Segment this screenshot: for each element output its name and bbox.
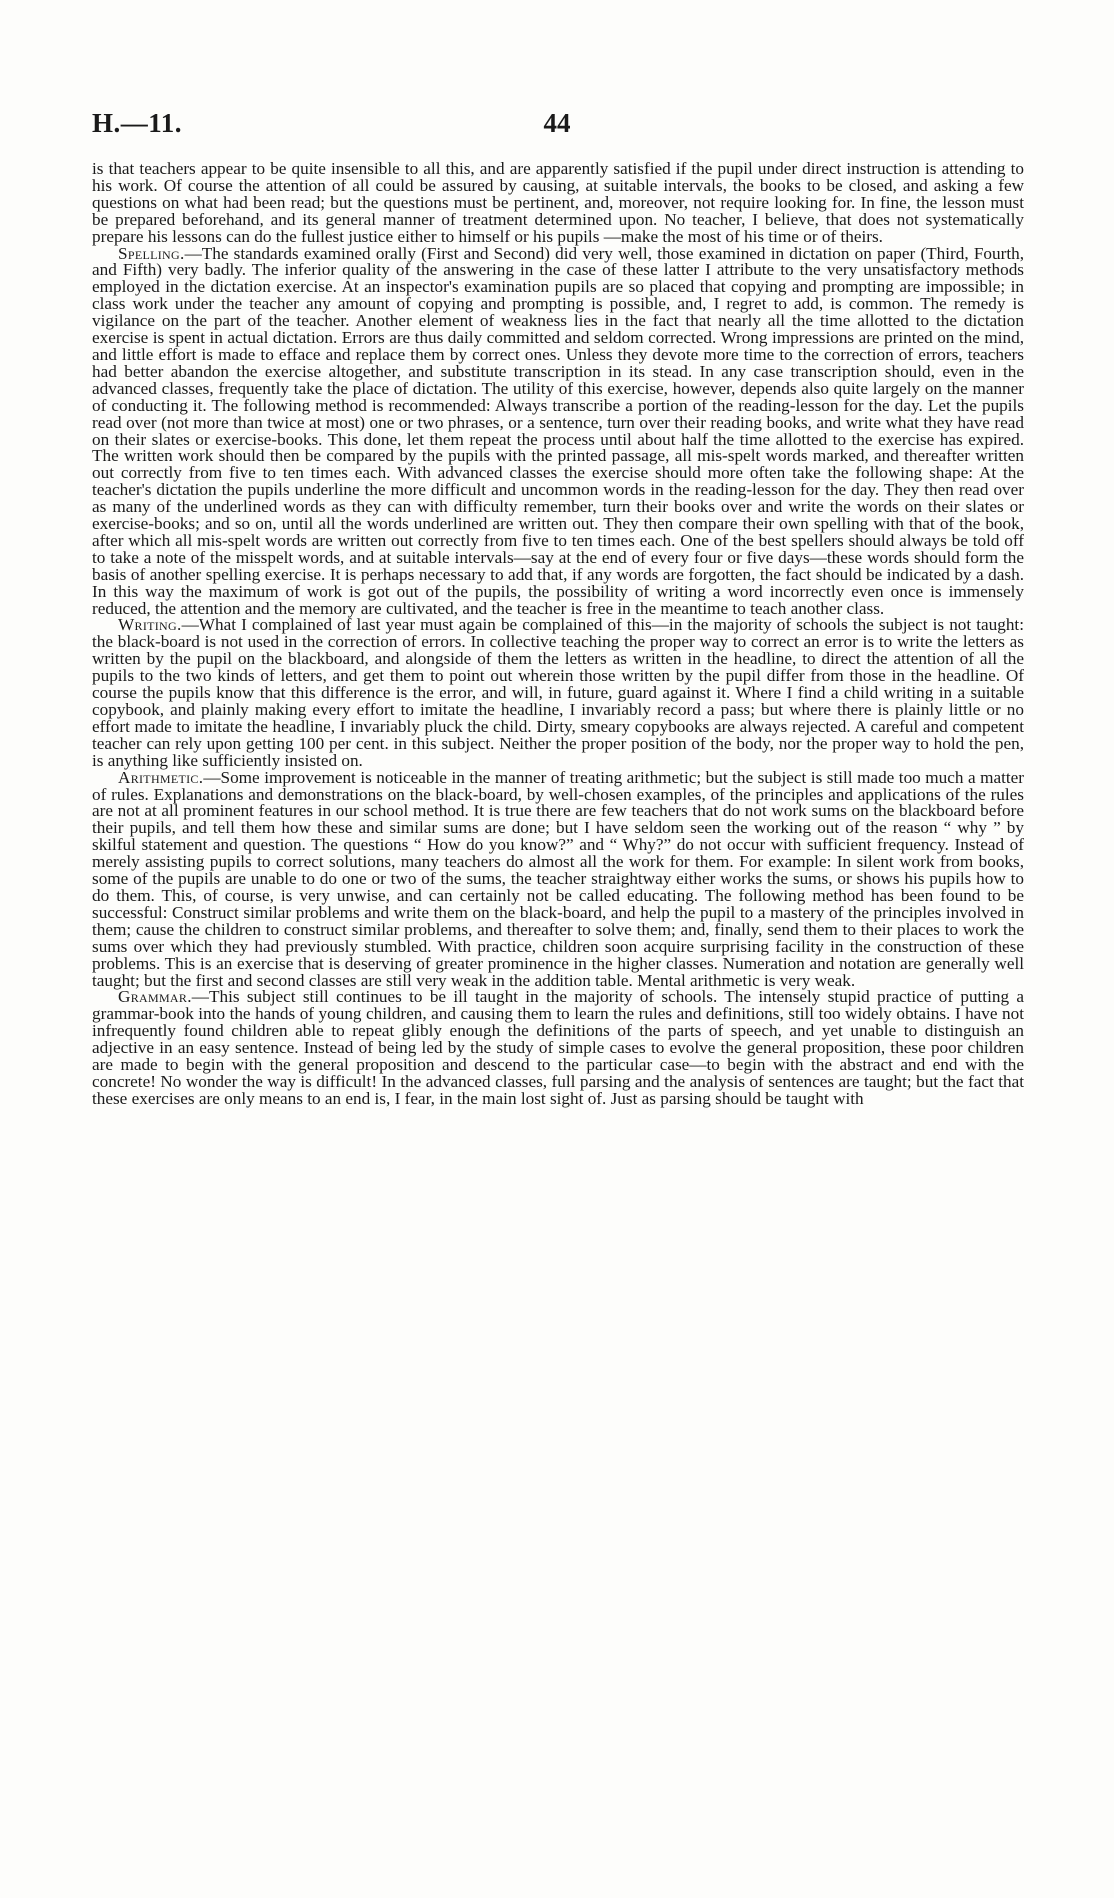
section-heading: Grammar.: [118, 987, 192, 1007]
page-number: 44: [543, 108, 571, 138]
section-grammar: [92, 989, 1024, 1107]
section-writing: [92, 617, 1024, 769]
page-header: [92, 108, 1022, 148]
paragraph-text: —What I complained of last year must again be complained of this—in the majority of schools the subject is not taught: the black-board is not used in the correction of errors. In collective teaching the proper way to correct an error is to write the letters as written by the pupil on the blackboard, and alongside of them the letters as written in the headline, to direct the attention of all the pupils to the two kinds of letters, and get them to point out wherein those written by the pupil differ from those in the headline. Of course the pupils know that this difference is the error, and will, in future, guard against it. Where I find a child writing in a suitable copybook, and plainly making every effort to imitate the headline, I invariably record a pass; but where there is plainly little or no effort made to imitate the headline, I invariably pluck the child. Dirty, smeary copybooks are always rejected. A careful and competent teacher can rely upon getting 100 per cent. in this subject. Neither the proper position of the body, nor the proper way to hold the pen, is anything like sufficiently insisted on.: [92, 615, 1024, 770]
section-heading: Arithmetic.: [118, 767, 204, 787]
section-heading: Spelling.: [118, 243, 185, 263]
section-heading: Writing.: [118, 615, 182, 635]
paragraph-continuation: [92, 161, 1024, 246]
section-spelling: [92, 243, 1024, 618]
page-body: [92, 161, 1024, 1108]
section-arithmetic: [92, 767, 1024, 990]
paragraph-text: is that teachers appear to be quite insensible to all this, and are apparently satisfied if the pupil under direct instruction is attending to his work. Of course the attention of all could be assured by causing, at suitable intervals, the books to be closed, and asking a few questions on what had been read; but the questions must be pertinent, and, moreover, not require looking for. In fine, the lesson must be prepared beforehand, and its general manner of treatment determined upon. No teacher, I believe, that does not systematically prepare his lessons can do the fullest justice either to himself or his pupils —make the most of his time or of theirs.: [92, 159, 1024, 246]
paragraph-text: —The standards examined orally (First and Second) did very well, those examined in dictation on paper (Third, Fourth, and Fifth) very badly. The inferior quality of the answering in the case of these latter I attribute to the very unsatisfactory methods employed in the dictation exercise. At an inspector's examination pupils are so placed that copying and prompting are impossible; in class work under the teacher any amount of copying and prompting is possible, and, I regret to add, is common. The remedy is vigilance on the part of the teacher. Another element of weakness lies in the fact that nearly all the time allotted to the dictation exercise is spent in actual dictation. Errors are thus daily committed and seldom corrected. Wrong impressions are printed on the mind, and little effort is made to efface and replace them by correct ones. Unless they devote more time to the correction of errors, teachers had better abandon the exercise altogether, and substitute transcription in its stead. In any case transcription should, even in the advanced classes, frequently take the place of dictation. The utility of this exercise, however, depends also quite largely on the manner of conducting it. The following method is recommended: Always transcribe a portion of the reading-lesson for the day. Let the pupils read over (not more than twice at most) one or two phrases, or a sentence, turn over their reading books, and write what they have read on their slates or exercise-books. This done, let them repeat the process until about half the time allotted to the exercise has expired. The written work should then be compared by the pupils with the printed passage, all mis-spelt words marked, and thereafter written out correctly from five to ten times each. With advanced classes the exercise should more often take the following shape: At the teacher's dictation the pupils underline the more difficult and uncommon words in the reading-lesson for the day. They then read over as many of the underlined words as they can with difficulty remember, turn their books over and write the words on their slates or exercise-books; and so on, until all the words underlined are written out. They then compare their own spelling with that of the book, after which all mis-spelt words are written out correctly from five to ten times each. One of the best spellers should always be told off to take a note of the misspelt words, and at suitable intervals—say at the end of every four or five days—these words should form the basis of another spelling exercise. It is perhaps necessary to add that, if any words are forgotten, the fact should be indicated by a dash. In this way the maximum of work is got out of the pupils, the possibility of writing a word incorrectly even once is immensely reduced, the attention and the memory are cultivated, and the teacher is free in the meantime to teach another class.: [92, 243, 1024, 618]
paragraph-text: —This subject still continues to be ill taught in the majority of schools. The intensely stupid practice of putting a grammar-book into the hands of young children, and causing them to learn the rules and definitions, still too widely obtains. I have not infrequently found children able to repeat glibly enough the definitions of the parts of speech, and yet unable to distinguish an adjective in an easy sentence. Instead of being led by the study of simple cases to evolve the general proposition, these poor children are made to begin with the general proposition and descend to the particular case—to begin with the abstract and end with the concrete! No wonder the way is difficult! In the advanced classes, full parsing and the analysis of sentences are taught; but the fact that these exercises are only means to an end is, I fear, in the main lost sight of. Just as parsing should be taught with: [92, 987, 1024, 1108]
document-reference: H.—11.: [92, 108, 183, 138]
paragraph-text: —Some improvement is noticeable in the manner of treating arithmetic; but the subject is still made too much a matter of rules. Explanations and demonstrations on the black-board, by well-chosen examples, of the principles and applications of the rules are not at all prominent features in our school method. It is true there are few teachers that do not work sums on the blackboard before their pupils, and tell them how these and similar sums are done; but I have seldom seen the working out of the reason “ why ” by skilful statement and question. The questions “ How do you know?” and “ Why?” do not occur with sufficient frequency. Instead of merely assisting pupils to correct solutions, many teachers do almost all the work for them. For example: In silent work from books, some of the pupils are unable to do one or two of the sums, the teacher straightway either works the sums, or shows his pupils how to do them. This, of course, is very unwise, and can certainly not be called educating. The following method has been found to be successful: Construct similar problems and write them on the black-board, and help the pupil to a mastery of the principles involved in them; cause the children to construct similar problems, and thereafter to solve them; and, finally, send them to their places to work the sums over which they had previously stumbled. With practice, children soon acquire surprising facility in the construction of these problems. This is an exercise that is deserving of greater prominence in the higher classes. Numeration and notation are generally well taught; but the first and second classes are still very weak in the addition table. Mental arithmetic is very weak.: [92, 767, 1024, 990]
